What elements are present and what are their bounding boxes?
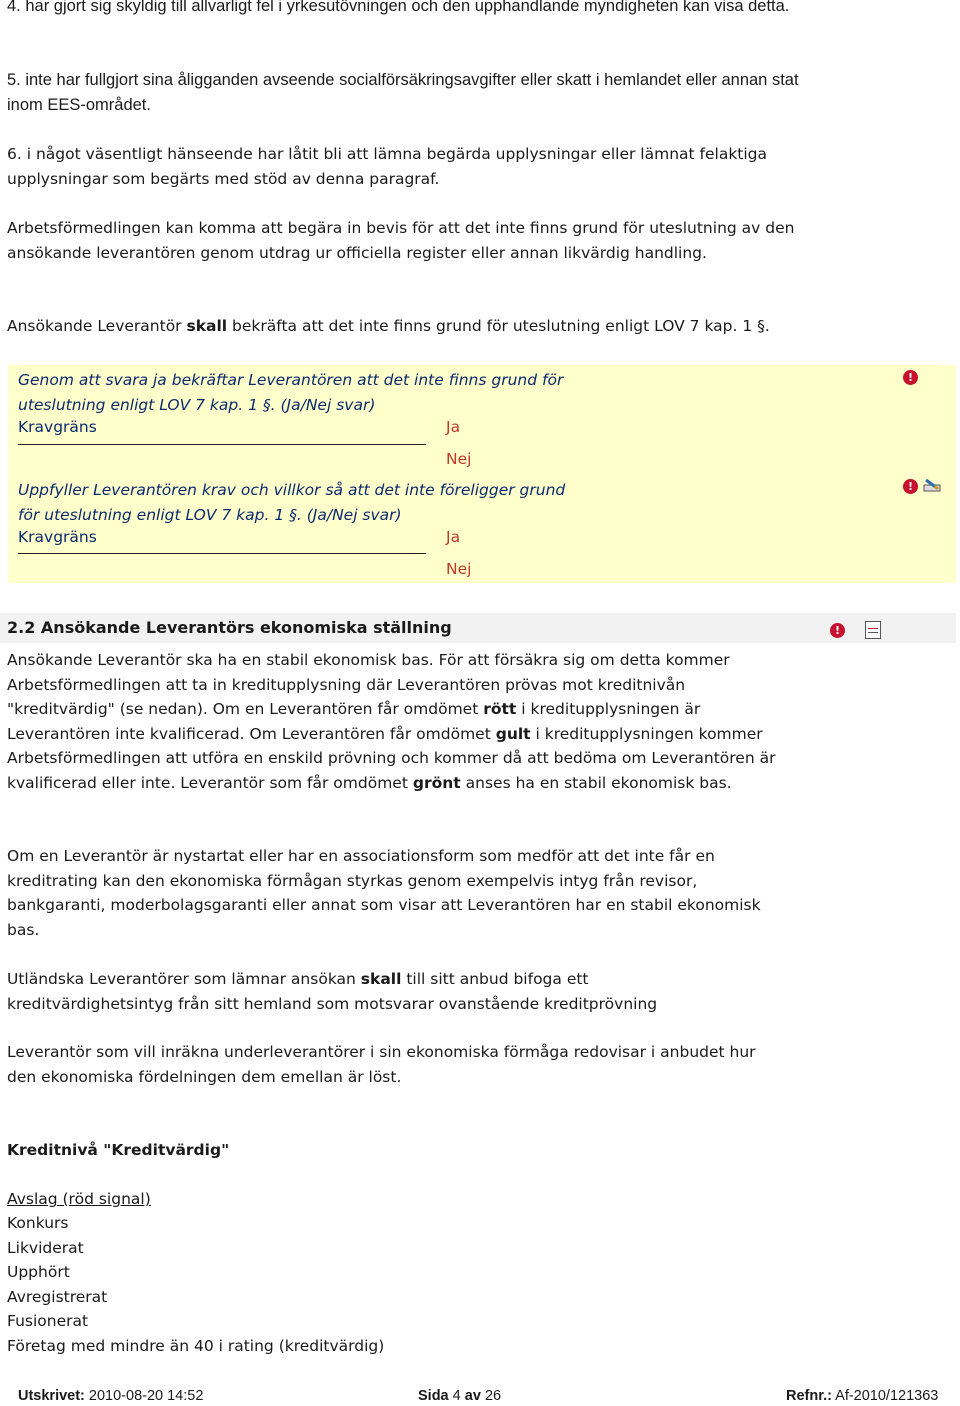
question-1-label: Kravgräns (18, 418, 97, 436)
list-item: Upphört (7, 1263, 70, 1281)
list-item: Företag med mindre än 40 i rating (kreditvärdig) (7, 1336, 385, 1355)
list-item: Konkurs (7, 1214, 69, 1232)
question-2-label: Kravgräns (18, 528, 97, 546)
document-icon[interactable] (865, 621, 881, 639)
list-item: Fusionerat (7, 1312, 89, 1330)
exclusion-item-4: 4. har gjort sig skyldig till allvarligt fel i yrkesutövningen och den upphandlande myndigheten kan visa detta. (7, 0, 790, 15)
question-2-line (18, 553, 426, 554)
section-title: 2.2 Ansökande Leverantörs ekonomiska ställning (7, 618, 452, 637)
exclusion-item-5: 5. inte har fullgjort sina åligganden avseende socialförsäkringsavgifter eller skatt i hemlandet eller annan stat inom EES-området. (7, 71, 799, 114)
section-paragraph-1: Ansökande Leverantör ska ha en stabil ekonomisk bas. För att försäkra sig om detta kommer Arbetsförmedlingen att ta in kreditupplysning där Leverantören prövas mot kreditnivån "kreditvärdig" (se nedan). Om en Leverantören får omdömet rött i kreditupplysningen är Leverantören inte kvalificerad. Om Leverantören får omdömet gult i kreditupplysningen kommer Arbetsförmedlingen att utföra en enskild prövning och kommer då att bedöma om Leverantören är kvalificerad eller inte. Leverantör som får omdömet grönt anses ha en stabil ekonomisk bas. (7, 651, 776, 792)
pencil-icon[interactable] (922, 477, 942, 493)
section-paragraph-4: Leverantör som vill inräkna underleverantörer i sin ekonomiska förmåga redovisar i anbudet hur den ekonomiska fördelningen dem emellan är löst. (7, 1043, 756, 1086)
evidence-paragraph: Arbetsförmedlingen kan komma att begära in bevis för att det inte finns grund för uteslutning av den ansökande leverantören genom utdrag ur officiella register eller annan likvärdig handling. (7, 219, 795, 262)
confirm-paragraph: Ansökande Leverantör skall bekräfta att det inte finns grund för uteslutning enligt LOV 7 kap. 1 §. (7, 317, 770, 335)
credit-heading: Kreditnivå "Kreditvärdig" (7, 1141, 230, 1159)
question-2-option-yes[interactable]: Ja (446, 528, 461, 546)
footer-printed: Utskrivet: 2010-08-20 14:52 (18, 1388, 204, 1404)
question-1-option-yes[interactable]: Ja (446, 418, 461, 436)
question-1-line (18, 444, 426, 445)
question-2-text: Uppfyller Leverantören krav och villkor så att det inte föreligger grund för uteslutning enligt LOV 7 kap. 1 §. (Ja/Nej svar) (18, 481, 566, 524)
warning-icon: ! (830, 623, 845, 638)
question-1-option-no[interactable]: Nej (446, 450, 472, 468)
list-item: Avregistrerat (7, 1287, 108, 1306)
credit-list (7, 1211, 807, 1358)
warning-icon: ! (903, 370, 918, 385)
section-paragraph-2: Om en Leverantör är nystartat eller har en associationsform som medför att det inte får en kreditrating kan den ekonomiska förmågan styrkas genom exempelvis intyg från revisor, bankgaranti, moderbolagsgaranti eller annat som visar att Leverantören har en stabil ekonomisk bas. (7, 847, 761, 939)
footer-reference: Refnr.: Af-2010/121363 (786, 1388, 939, 1404)
question-2-option-no[interactable]: Nej (446, 560, 472, 578)
credit-list-title: Avslag (röd signal) (7, 1190, 151, 1208)
list-item: Likviderat (7, 1238, 84, 1257)
section-paragraph-3: Utländska Leverantörer som lämnar ansökan skall till sitt anbud bifoga ett kreditvärdighetsintyg från sitt hemland som motsvarar ovanstående kreditprövning (7, 970, 658, 1013)
question-1-text: Genom att svara ja bekräftar Leverantören att det inte finns grund för uteslutning enligt LOV 7 kap. 1 §. (Ja/Nej svar) (18, 371, 564, 414)
warning-icon: ! (903, 479, 918, 494)
footer-page: Sida 4 av 26 (418, 1388, 502, 1404)
exclusion-item-6: 6. i något väsentligt hänseende har låtit bli att lämna begärda upplysningar eller lämnat felaktiga upplysningar som begärts med stöd av denna paragraf. (7, 145, 768, 188)
